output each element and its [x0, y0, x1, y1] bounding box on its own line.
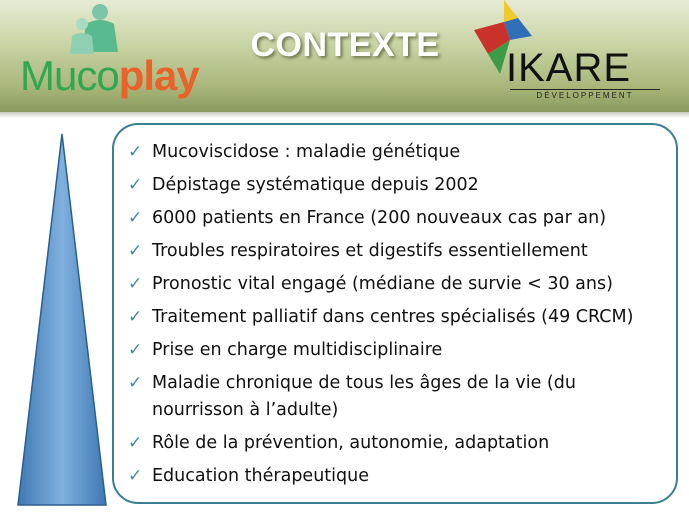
list-item-text: Maladie chronique de tous les âges de la vie (du nourrisson à l’adulte): [152, 373, 576, 420]
list-item: [128, 427, 668, 460]
checkmark-icon: ✓: [128, 340, 143, 360]
list-item: [128, 268, 668, 301]
list-item: [128, 367, 668, 427]
checkmark-icon: ✓: [128, 175, 143, 195]
list-item: [128, 202, 668, 235]
checkmark-icon: ✓: [128, 466, 143, 486]
ikare-subtitle: DÉVELOPPEMENT: [510, 89, 660, 100]
mucoplay-wordmark: [20, 52, 199, 100]
checkmark-icon: ✓: [128, 142, 143, 162]
checkmark-icon: ✓: [128, 274, 143, 294]
list-item-text: Prise en charge multidisciplinaire: [152, 340, 443, 360]
list-item: [128, 169, 668, 202]
bullet-list: [128, 136, 668, 493]
mucoplay-logo: [20, 2, 230, 102]
list-item-text: Pronostic vital engagé (médiane de survie < 30 ans): [152, 274, 613, 294]
pyramid-triangle-shape: [0, 118, 120, 517]
list-item: [128, 334, 668, 367]
checkmark-icon: ✓: [128, 433, 143, 453]
mucoplay-wordmark-part2: play: [118, 52, 199, 99]
mucoplay-wordmark-part1: Muco: [20, 52, 119, 99]
checkmark-icon: ✓: [128, 373, 143, 393]
list-item: [128, 460, 668, 493]
list-item-text: Mucoviscidose : maladie génétique: [152, 142, 461, 162]
content-box: [112, 123, 678, 504]
list-item-text: 6000 patients en France (200 nouveaux cas par an): [152, 208, 607, 228]
list-item-text: Rôle de la prévention, autonomie, adaptation: [152, 433, 550, 453]
list-item-text: Dépistage systématique depuis 2002: [152, 175, 479, 195]
list-item-text: Troubles respiratoires et digestifs essentiellement: [152, 241, 588, 261]
ikare-wordmark: IKARE: [506, 46, 632, 90]
checkmark-icon: ✓: [128, 307, 143, 327]
checkmark-icon: ✓: [128, 241, 143, 261]
list-item-text: Education thérapeutique: [152, 466, 369, 486]
list-item: [128, 235, 668, 268]
list-item-text: Traitement palliatif dans centres spécialisés (49 CRCM): [152, 307, 634, 327]
mucoplay-figure-icon: [60, 2, 130, 58]
checkmark-icon: ✓: [128, 208, 143, 228]
slide-title: CONTEXTE: [250, 26, 440, 64]
ikare-logo: [466, 0, 666, 104]
list-item: [128, 136, 668, 169]
list-item: [128, 301, 668, 334]
